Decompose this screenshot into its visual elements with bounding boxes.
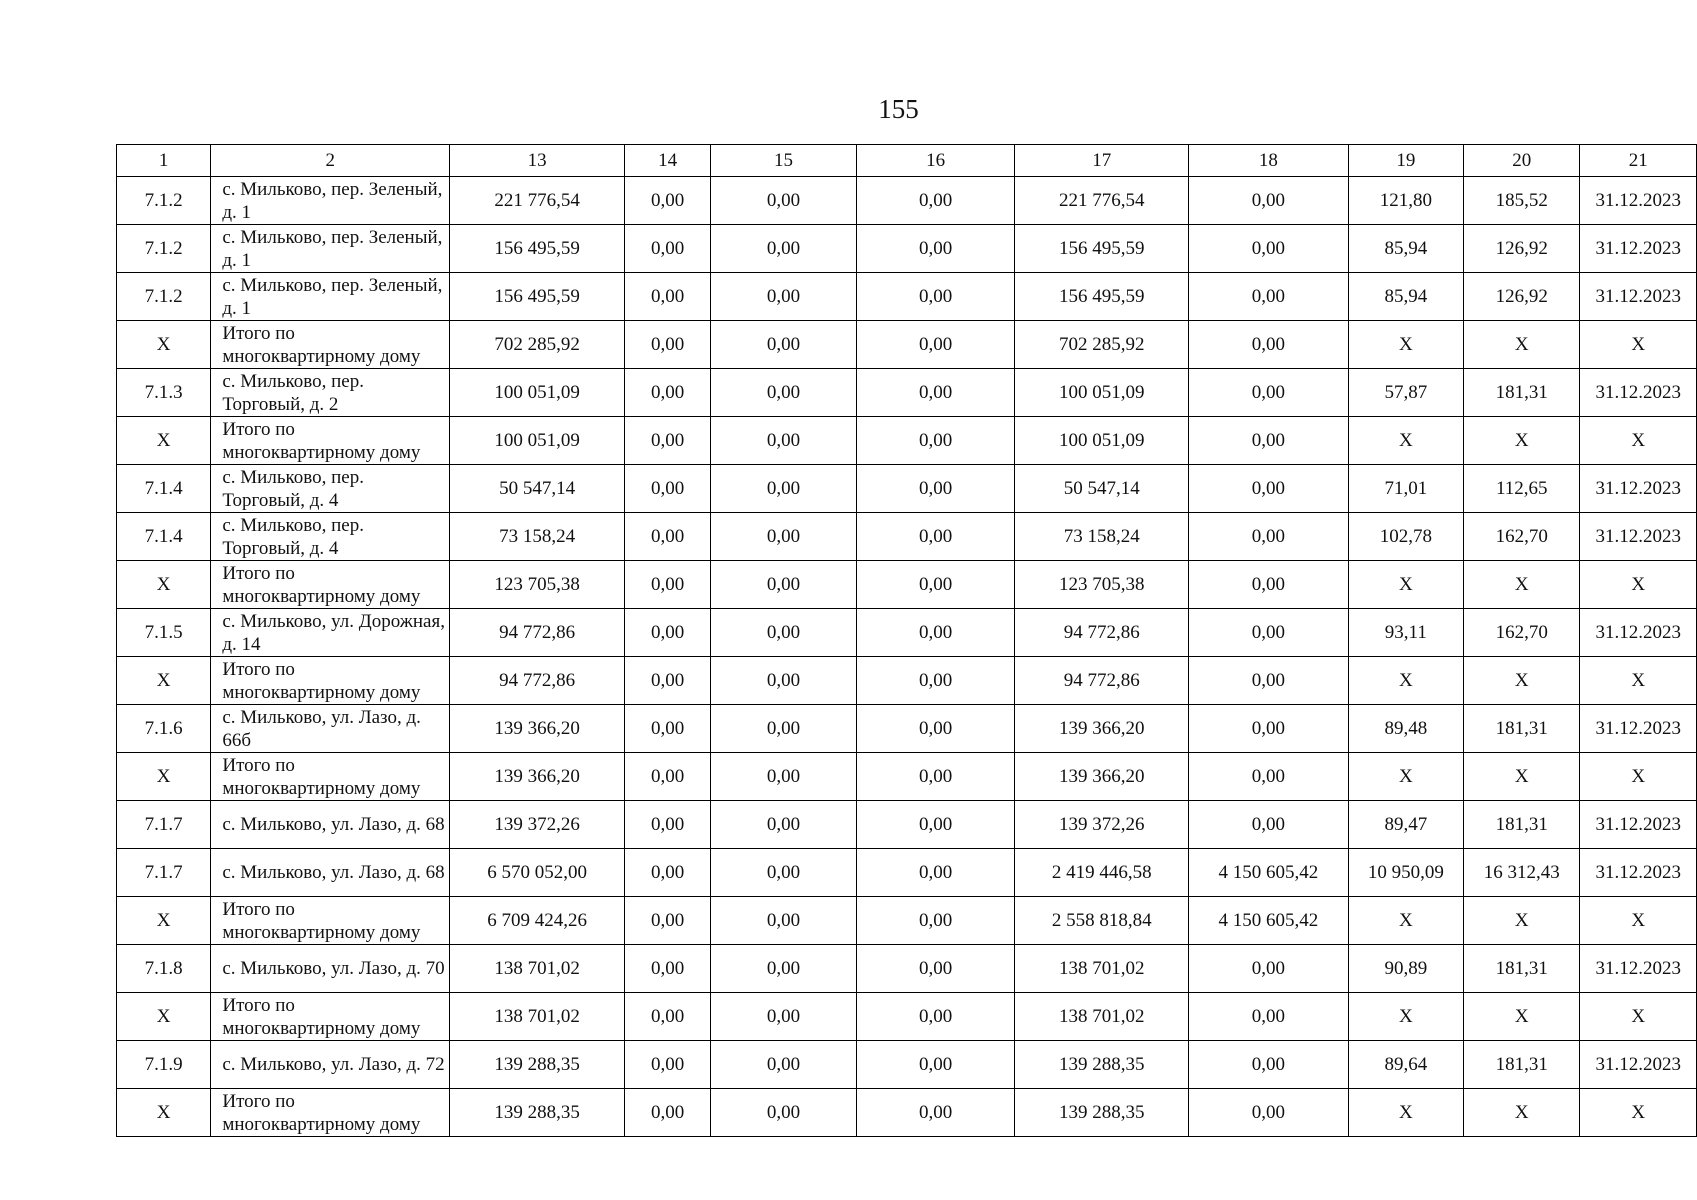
col15-cell: 0,00 (711, 801, 857, 849)
col15-cell: 0,00 (711, 513, 857, 561)
row-number-cell: 7.1.3 (117, 369, 211, 417)
col14-cell: 0,00 (624, 513, 710, 561)
col14-cell: 0,00 (624, 561, 710, 609)
row-number-cell: 7.1.2 (117, 273, 211, 321)
date-cell: 31.12.2023 (1580, 1041, 1697, 1089)
col16-cell: 0,00 (856, 321, 1015, 369)
address-cell: с. Мильково, пер. Торговый, д. 4 (211, 513, 450, 561)
col13-cell: 100 051,09 (450, 417, 625, 465)
address-cell: Итого по многоквартирному дому (211, 657, 450, 705)
col17-cell: 139 288,35 (1015, 1041, 1189, 1089)
col14-cell: 0,00 (624, 657, 710, 705)
date-cell: X (1580, 753, 1697, 801)
col20-cell: X (1464, 1089, 1580, 1137)
col15-cell: 0,00 (711, 177, 857, 225)
column-header: 16 (856, 145, 1015, 177)
col17-cell: 139 372,26 (1015, 801, 1189, 849)
col18-cell: 0,00 (1189, 225, 1349, 273)
row-number-cell: 7.1.8 (117, 945, 211, 993)
col14-cell: 0,00 (624, 177, 710, 225)
col17-cell: 156 495,59 (1015, 225, 1189, 273)
col16-cell: 0,00 (856, 273, 1015, 321)
col13-cell: 123 705,38 (450, 561, 625, 609)
col16-cell: 0,00 (856, 465, 1015, 513)
col18-cell: 0,00 (1189, 801, 1349, 849)
col14-cell: 0,00 (624, 753, 710, 801)
col20-cell: X (1464, 561, 1580, 609)
col14-cell: 0,00 (624, 801, 710, 849)
date-cell: X (1580, 417, 1697, 465)
col15-cell: 0,00 (711, 753, 857, 801)
col19-cell: X (1348, 993, 1463, 1041)
row-number-cell: X (117, 753, 211, 801)
date-cell: 31.12.2023 (1580, 609, 1697, 657)
col17-cell: 139 366,20 (1015, 753, 1189, 801)
address-cell: с. Мильково, ул. Дорожная, д. 14 (211, 609, 450, 657)
col20-cell: 112,65 (1464, 465, 1580, 513)
col16-cell: 0,00 (856, 705, 1015, 753)
row-number-cell: 7.1.2 (117, 177, 211, 225)
col13-cell: 139 366,20 (450, 705, 625, 753)
address-cell: с. Мильково, пер. Торговый, д. 4 (211, 465, 450, 513)
col15-cell: 0,00 (711, 1089, 857, 1137)
table-row (117, 705, 1697, 753)
date-cell: X (1580, 993, 1697, 1041)
address-cell: Итого по многоквартирному дому (211, 753, 450, 801)
col15-cell: 0,00 (711, 609, 857, 657)
table-row (117, 513, 1697, 561)
col15-cell: 0,00 (711, 273, 857, 321)
row-number-cell: X (117, 657, 211, 705)
col16-cell: 0,00 (856, 945, 1015, 993)
col15-cell: 0,00 (711, 945, 857, 993)
date-cell: 31.12.2023 (1580, 513, 1697, 561)
column-header: 14 (624, 145, 710, 177)
col16-cell: 0,00 (856, 177, 1015, 225)
table-row (117, 273, 1697, 321)
col19-cell: 57,87 (1348, 369, 1463, 417)
row-number-cell: 7.1.2 (117, 225, 211, 273)
col16-cell: 0,00 (856, 801, 1015, 849)
address-cell: Итого по многоквартирному дому (211, 561, 450, 609)
page-number: 155 (878, 94, 919, 124)
col17-cell: 94 772,86 (1015, 609, 1189, 657)
table-row (117, 225, 1697, 273)
col18-cell: 0,00 (1189, 945, 1349, 993)
col19-cell: X (1348, 897, 1463, 945)
col20-cell: X (1464, 897, 1580, 945)
col19-cell: 71,01 (1348, 465, 1463, 513)
col13-cell: 156 495,59 (450, 273, 625, 321)
col18-cell: 4 150 605,42 (1189, 897, 1349, 945)
row-number-cell: 7.1.4 (117, 513, 211, 561)
col15-cell: 0,00 (711, 657, 857, 705)
col20-cell: 126,92 (1464, 225, 1580, 273)
table-row (117, 177, 1697, 225)
col15-cell: 0,00 (711, 897, 857, 945)
col20-cell: 162,70 (1464, 513, 1580, 561)
col17-cell: 50 547,14 (1015, 465, 1189, 513)
date-cell: X (1580, 897, 1697, 945)
date-cell: X (1580, 1089, 1697, 1137)
col13-cell: 50 547,14 (450, 465, 625, 513)
address-cell: с. Мильково, ул. Лазо, д. 70 (211, 945, 450, 993)
table-row (117, 753, 1697, 801)
table-header (117, 145, 1697, 177)
col14-cell: 0,00 (624, 993, 710, 1041)
col17-cell: 156 495,59 (1015, 273, 1189, 321)
col13-cell: 221 776,54 (450, 177, 625, 225)
column-header: 20 (1464, 145, 1580, 177)
date-cell: X (1580, 561, 1697, 609)
col19-cell: X (1348, 753, 1463, 801)
col14-cell: 0,00 (624, 1041, 710, 1089)
row-number-cell: 7.1.6 (117, 705, 211, 753)
col17-cell: 221 776,54 (1015, 177, 1189, 225)
address-cell: Итого по многоквартирному дому (211, 417, 450, 465)
date-cell: 31.12.2023 (1580, 465, 1697, 513)
col16-cell: 0,00 (856, 561, 1015, 609)
row-number-cell: X (117, 993, 211, 1041)
table-row (117, 897, 1697, 945)
col20-cell: 181,31 (1464, 369, 1580, 417)
col14-cell: 0,00 (624, 369, 710, 417)
col14-cell: 0,00 (624, 945, 710, 993)
col13-cell: 6 709 424,26 (450, 897, 625, 945)
address-cell: Итого по многоквартирному дому (211, 1089, 450, 1137)
col14-cell: 0,00 (624, 897, 710, 945)
col18-cell: 0,00 (1189, 369, 1349, 417)
col20-cell: 162,70 (1464, 609, 1580, 657)
col16-cell: 0,00 (856, 609, 1015, 657)
data-table (116, 144, 1697, 1137)
col17-cell: 2 419 446,58 (1015, 849, 1189, 897)
col19-cell: 93,11 (1348, 609, 1463, 657)
col19-cell: 10 950,09 (1348, 849, 1463, 897)
col15-cell: 0,00 (711, 993, 857, 1041)
col13-cell: 139 366,20 (450, 753, 625, 801)
col13-cell: 94 772,86 (450, 657, 625, 705)
col16-cell: 0,00 (856, 753, 1015, 801)
col17-cell: 2 558 818,84 (1015, 897, 1189, 945)
col16-cell: 0,00 (856, 513, 1015, 561)
date-cell: 31.12.2023 (1580, 945, 1697, 993)
column-header: 15 (711, 145, 857, 177)
date-cell: X (1580, 321, 1697, 369)
col18-cell: 0,00 (1189, 321, 1349, 369)
table-row (117, 657, 1697, 705)
col17-cell: 123 705,38 (1015, 561, 1189, 609)
col19-cell: 90,89 (1348, 945, 1463, 993)
address-cell: с. Мильково, пер. Зеленый, д. 1 (211, 177, 450, 225)
col18-cell: 0,00 (1189, 657, 1349, 705)
col14-cell: 0,00 (624, 321, 710, 369)
address-cell: с. Мильково, ул. Лазо, д. 66б (211, 705, 450, 753)
col13-cell: 139 372,26 (450, 801, 625, 849)
col18-cell: 0,00 (1189, 513, 1349, 561)
col19-cell: X (1348, 657, 1463, 705)
row-number-cell: 7.1.4 (117, 465, 211, 513)
col14-cell: 0,00 (624, 849, 710, 897)
col20-cell: 185,52 (1464, 177, 1580, 225)
date-cell: X (1580, 657, 1697, 705)
col19-cell: 89,47 (1348, 801, 1463, 849)
col18-cell: 0,00 (1189, 609, 1349, 657)
row-number-cell: 7.1.5 (117, 609, 211, 657)
col18-cell: 0,00 (1189, 1041, 1349, 1089)
table-row (117, 1041, 1697, 1089)
row-number-cell: X (117, 897, 211, 945)
col15-cell: 0,00 (711, 1041, 857, 1089)
address-cell: с. Мильково, ул. Лазо, д. 68 (211, 801, 450, 849)
col17-cell: 73 158,24 (1015, 513, 1189, 561)
address-cell: с. Мильково, пер. Зеленый, д. 1 (211, 273, 450, 321)
column-header: 17 (1015, 145, 1189, 177)
col18-cell: 0,00 (1189, 177, 1349, 225)
col15-cell: 0,00 (711, 561, 857, 609)
col13-cell: 6 570 052,00 (450, 849, 625, 897)
col18-cell: 0,00 (1189, 753, 1349, 801)
col14-cell: 0,00 (624, 1089, 710, 1137)
table-row (117, 417, 1697, 465)
col17-cell: 139 366,20 (1015, 705, 1189, 753)
date-cell: 31.12.2023 (1580, 177, 1697, 225)
table-row (117, 801, 1697, 849)
row-number-cell: 7.1.7 (117, 801, 211, 849)
col13-cell: 100 051,09 (450, 369, 625, 417)
col17-cell: 100 051,09 (1015, 369, 1189, 417)
date-cell: 31.12.2023 (1580, 273, 1697, 321)
column-header: 1 (117, 145, 211, 177)
address-cell: с. Мильково, ул. Лазо, д. 68 (211, 849, 450, 897)
column-header: 2 (211, 145, 450, 177)
col17-cell: 139 288,35 (1015, 1089, 1189, 1137)
column-header: 21 (1580, 145, 1697, 177)
col18-cell: 0,00 (1189, 273, 1349, 321)
col20-cell: X (1464, 993, 1580, 1041)
col16-cell: 0,00 (856, 369, 1015, 417)
table-row (117, 609, 1697, 657)
col19-cell: 121,80 (1348, 177, 1463, 225)
address-cell: с. Мильково, пер. Зеленый, д. 1 (211, 225, 450, 273)
column-header: 18 (1189, 145, 1349, 177)
col17-cell: 138 701,02 (1015, 945, 1189, 993)
col15-cell: 0,00 (711, 321, 857, 369)
col13-cell: 156 495,59 (450, 225, 625, 273)
col18-cell: 0,00 (1189, 993, 1349, 1041)
col19-cell: X (1348, 561, 1463, 609)
col19-cell: 85,94 (1348, 225, 1463, 273)
col13-cell: 139 288,35 (450, 1041, 625, 1089)
row-number-cell: 7.1.9 (117, 1041, 211, 1089)
column-header: 13 (450, 145, 625, 177)
col15-cell: 0,00 (711, 705, 857, 753)
col15-cell: 0,00 (711, 369, 857, 417)
col16-cell: 0,00 (856, 993, 1015, 1041)
col14-cell: 0,00 (624, 417, 710, 465)
col19-cell: X (1348, 321, 1463, 369)
col16-cell: 0,00 (856, 1041, 1015, 1089)
address-cell: Итого по многоквартирному дому (211, 897, 450, 945)
col13-cell: 702 285,92 (450, 321, 625, 369)
col20-cell: 16 312,43 (1464, 849, 1580, 897)
table-body (117, 177, 1697, 1137)
col13-cell: 138 701,02 (450, 945, 625, 993)
table-row (117, 369, 1697, 417)
col18-cell: 0,00 (1189, 465, 1349, 513)
address-cell: Итого по многоквартирному дому (211, 993, 450, 1041)
col18-cell: 0,00 (1189, 705, 1349, 753)
address-cell: с. Мильково, ул. Лазо, д. 72 (211, 1041, 450, 1089)
col17-cell: 100 051,09 (1015, 417, 1189, 465)
col15-cell: 0,00 (711, 225, 857, 273)
col18-cell: 0,00 (1189, 417, 1349, 465)
col20-cell: X (1464, 657, 1580, 705)
col18-cell: 0,00 (1189, 561, 1349, 609)
col14-cell: 0,00 (624, 465, 710, 513)
column-header: 19 (1348, 145, 1463, 177)
row-number-cell: X (117, 417, 211, 465)
date-cell: 31.12.2023 (1580, 705, 1697, 753)
row-number-cell: 7.1.7 (117, 849, 211, 897)
col18-cell: 0,00 (1189, 1089, 1349, 1137)
table-row (117, 945, 1697, 993)
col17-cell: 94 772,86 (1015, 657, 1189, 705)
col16-cell: 0,00 (856, 1089, 1015, 1137)
row-number-cell: X (117, 561, 211, 609)
col19-cell: 85,94 (1348, 273, 1463, 321)
col18-cell: 4 150 605,42 (1189, 849, 1349, 897)
col20-cell: 181,31 (1464, 945, 1580, 993)
table-row (117, 561, 1697, 609)
row-number-cell: X (117, 321, 211, 369)
date-cell: 31.12.2023 (1580, 849, 1697, 897)
col19-cell: 102,78 (1348, 513, 1463, 561)
col20-cell: 181,31 (1464, 801, 1580, 849)
date-cell: 31.12.2023 (1580, 225, 1697, 273)
col16-cell: 0,00 (856, 417, 1015, 465)
col20-cell: 181,31 (1464, 1041, 1580, 1089)
col14-cell: 0,00 (624, 225, 710, 273)
col16-cell: 0,00 (856, 657, 1015, 705)
col20-cell: X (1464, 321, 1580, 369)
col16-cell: 0,00 (856, 897, 1015, 945)
col20-cell: X (1464, 753, 1580, 801)
col14-cell: 0,00 (624, 705, 710, 753)
col17-cell: 138 701,02 (1015, 993, 1189, 1041)
col17-cell: 702 285,92 (1015, 321, 1189, 369)
col20-cell: 126,92 (1464, 273, 1580, 321)
col19-cell: 89,64 (1348, 1041, 1463, 1089)
table-row (117, 993, 1697, 1041)
col19-cell: X (1348, 417, 1463, 465)
col16-cell: 0,00 (856, 849, 1015, 897)
col15-cell: 0,00 (711, 417, 857, 465)
table-row (117, 1089, 1697, 1137)
col14-cell: 0,00 (624, 609, 710, 657)
col19-cell: 89,48 (1348, 705, 1463, 753)
date-cell: 31.12.2023 (1580, 801, 1697, 849)
date-cell: 31.12.2023 (1580, 369, 1697, 417)
header-row (117, 145, 1697, 177)
row-number-cell: X (117, 1089, 211, 1137)
table-row (117, 321, 1697, 369)
col16-cell: 0,00 (856, 225, 1015, 273)
table-row (117, 849, 1697, 897)
col20-cell: X (1464, 417, 1580, 465)
address-cell: Итого по многоквартирному дому (211, 321, 450, 369)
address-cell: с. Мильково, пер. Торговый, д. 2 (211, 369, 450, 417)
col15-cell: 0,00 (711, 465, 857, 513)
col13-cell: 139 288,35 (450, 1089, 625, 1137)
col15-cell: 0,00 (711, 849, 857, 897)
col13-cell: 138 701,02 (450, 993, 625, 1041)
col20-cell: 181,31 (1464, 705, 1580, 753)
col13-cell: 94 772,86 (450, 609, 625, 657)
col14-cell: 0,00 (624, 273, 710, 321)
table-row (117, 465, 1697, 513)
col13-cell: 73 158,24 (450, 513, 625, 561)
col19-cell: X (1348, 1089, 1463, 1137)
